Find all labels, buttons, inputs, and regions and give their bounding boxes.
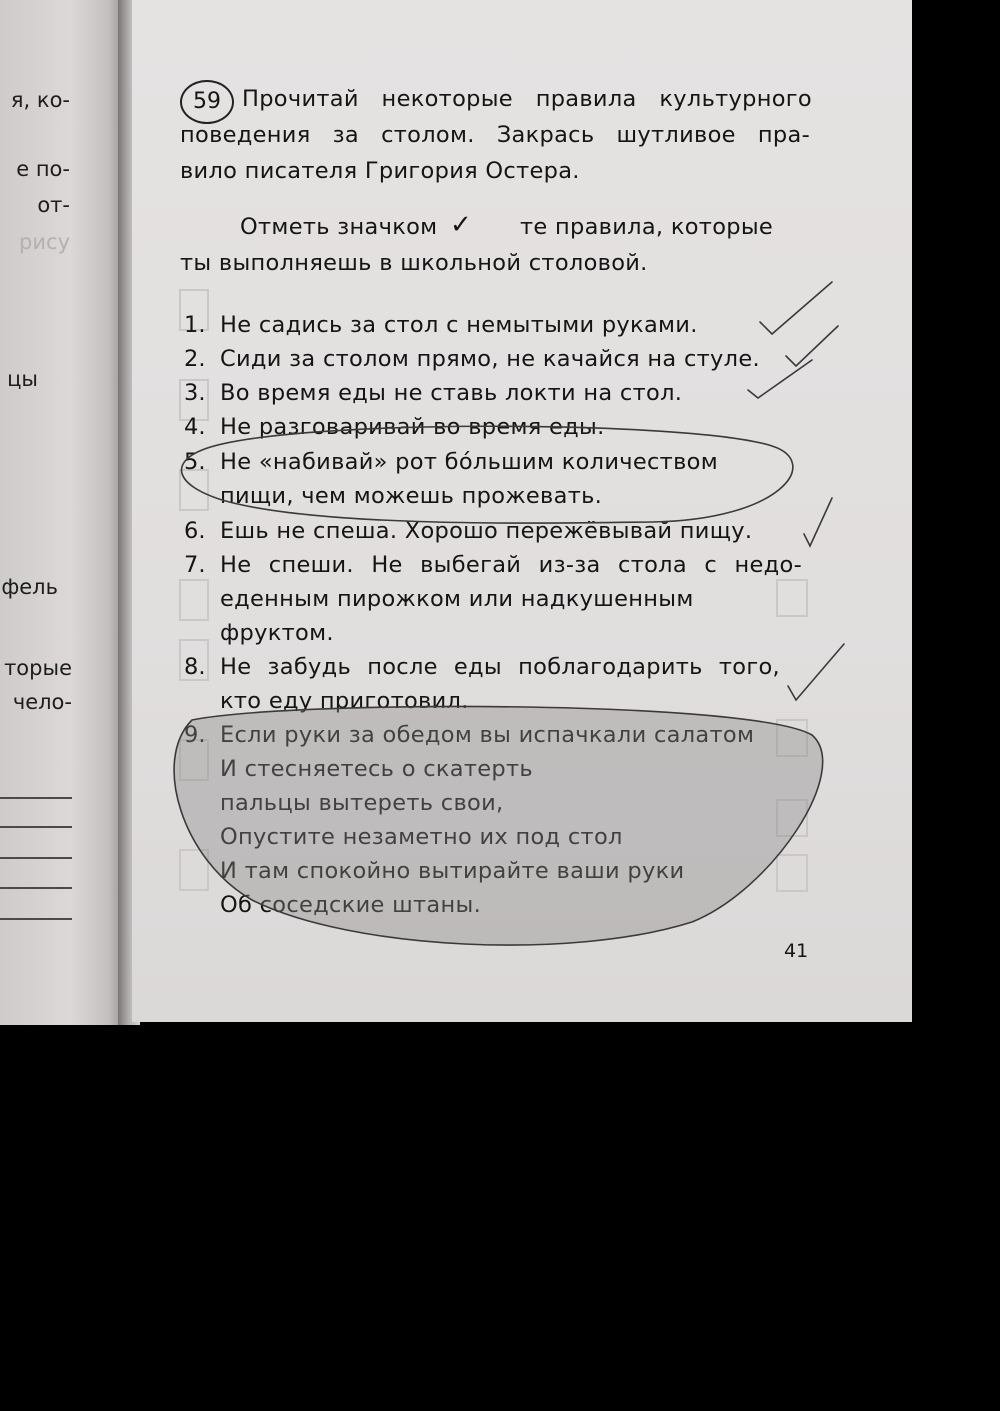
rule-number: 1. xyxy=(184,312,206,338)
page-number: 41 xyxy=(784,940,809,962)
left-text-fragment: цы xyxy=(7,367,38,391)
rule-text: Если руки за обедом вы испачкали салатом xyxy=(220,722,755,748)
rule-text: фруктом. xyxy=(220,620,334,646)
rule-text: Об соседские штаны. xyxy=(220,892,482,918)
task-intro-line: вило писателя Григория Остера. xyxy=(180,158,580,184)
left-text-fragment: от- xyxy=(37,193,70,217)
rule-text: Во время еды не ставь локти на стол. xyxy=(220,380,683,406)
writing-line xyxy=(0,857,72,859)
rule-text: пищи, чем можешь прожевать. xyxy=(220,483,603,509)
left-text-fragment: я, ко- xyxy=(10,88,70,112)
workbook-page xyxy=(132,0,912,1022)
task-intro-line: Прочитай некоторые правила культурного xyxy=(242,86,812,112)
instruction-part1: Отметь значком xyxy=(240,214,438,240)
rule-number: 6. xyxy=(184,518,206,544)
left-text-fragment: фель xyxy=(1,575,58,599)
rule-number: 9. xyxy=(184,722,206,748)
left-page-fragment xyxy=(0,0,128,1025)
rule-text: Не разговаривай во время еды. xyxy=(220,414,605,440)
instruction-part2: те правила, которые xyxy=(520,214,774,240)
rule-number: 5. xyxy=(184,449,206,475)
rule-number: 7. xyxy=(184,552,206,578)
rule-text: Не «набивай» рот бо́льшим количеством xyxy=(220,449,718,475)
rule-text: Не спеши. Не выбегай из-за стола с недо- xyxy=(220,552,802,578)
rule-text: И там спокойно вытирайте ваши руки xyxy=(220,858,685,884)
left-text-fragment: торые xyxy=(4,656,72,680)
rule-text: пальцы вытереть свои, xyxy=(220,790,504,816)
rule-text: Ешь не спеша. Хорошо пережёвывай пищу. xyxy=(220,518,753,544)
writing-line xyxy=(0,887,72,889)
left-text-fragment: рису xyxy=(19,230,70,254)
rule-text: И стесняетесь о скатерть xyxy=(220,756,533,782)
left-text-fragment: чело- xyxy=(12,690,72,714)
writing-line xyxy=(0,797,72,799)
pencil-check-icons xyxy=(748,282,844,700)
left-text-fragment: е по- xyxy=(16,157,70,181)
rule-number: 8. xyxy=(184,654,206,680)
rule-number: 4. xyxy=(184,414,206,440)
rule-number: 3. xyxy=(184,380,206,406)
rule-text: еденным пирожком или надкушенным xyxy=(220,586,694,612)
rule-text: Не садись за стол с немытыми руками. xyxy=(220,312,698,338)
rule-text: кто еду приготовил. xyxy=(220,688,469,714)
rule-text: Не забудь после еды поблагодарить того, xyxy=(220,654,780,680)
check-mark-icon: ✓ xyxy=(450,210,473,240)
rule-number: 2. xyxy=(184,346,206,372)
writing-line xyxy=(0,918,72,920)
instruction-line: ты выполняешь в школьной столовой. xyxy=(180,250,648,276)
task-intro-line: поведения за столом. Закрась шутливое пра- xyxy=(180,122,810,148)
rule-text: Сиди за столом прямо, не качайся на стуле. xyxy=(220,346,760,372)
task-number-badge: 59 xyxy=(180,80,234,124)
rule-text: Опустите незаметно их под стол xyxy=(220,824,623,850)
writing-line xyxy=(0,826,72,828)
